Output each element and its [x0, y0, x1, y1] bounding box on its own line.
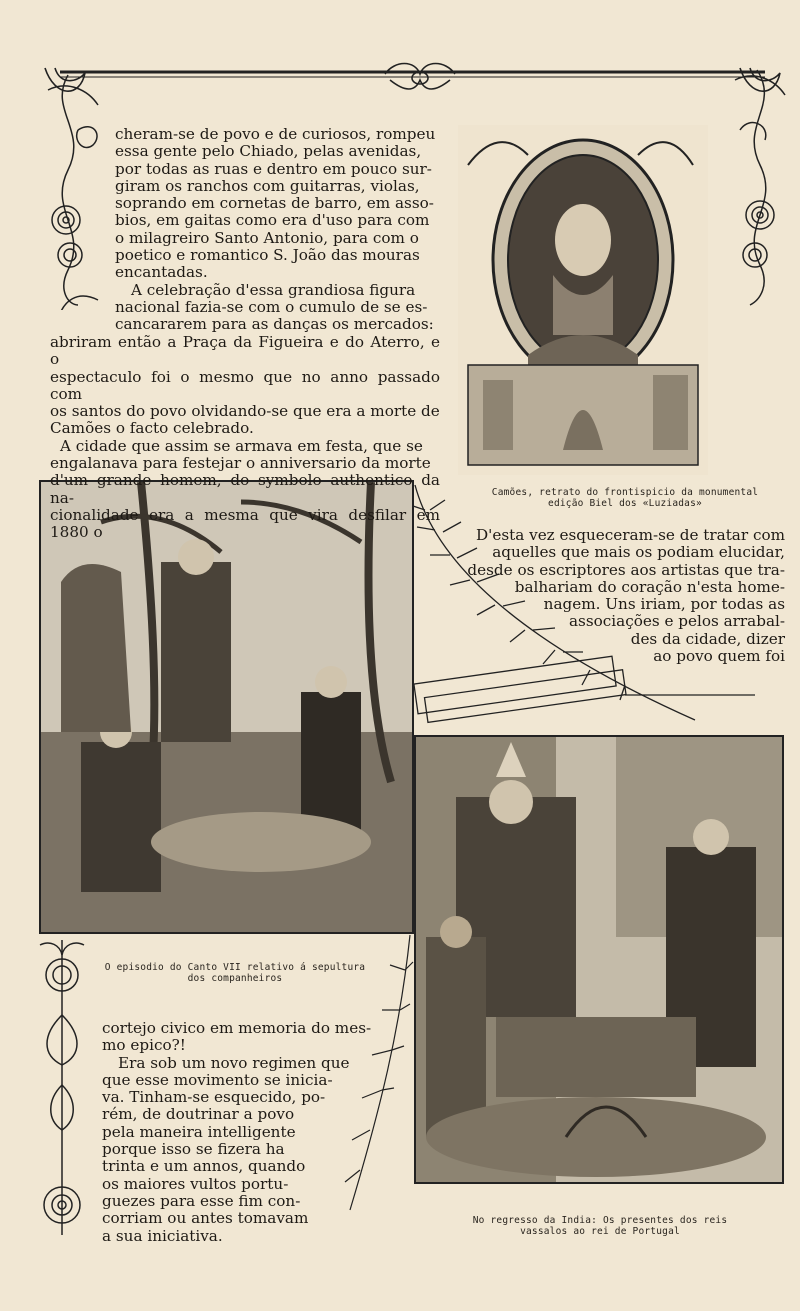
- burial-scene-illustration: [39, 480, 414, 934]
- right-floral-ornament: [725, 65, 790, 310]
- article-text-top-indented: cheram-se de povo e de curiosos, rompeu essa gente pelo Chiado, pelas avenidas, por todas as ruas e dentro em pouco sur- giram os ranchos com guitarras, violas, soprando em cornetas de barro, em asso- bios, em gaitas como era d'uso para com o milagreiro Santo Antonio, para com o poetico e romantico S. João das mouras encantadas. A celebração d'essa grandiosa figura nacional fazia-se com o cumulo de se es- cancararem para as danças os mercados:: [115, 125, 436, 334]
- article-text-right: D'esta vez esqueceram-se de tratar com aquelles que mais os podiam elucidar, desde os escriptores aos artistas que tra- balhariam do coração n'esta home- nagem. Uns iriam, por todas as associações e pelos arrabal- des da cidade, dizer ao povo quem foi: [467, 526, 785, 666]
- burial-caption: O episodio do Canto VII relativo á sepultura dos companheiros: [104, 962, 366, 984]
- camoes-portrait-illustration: [458, 125, 708, 475]
- left-floral-ornament: [38, 70, 108, 310]
- left-lower-ornament: [30, 935, 100, 1245]
- article-text-bottom: cortejo civico em memoria do mes- mo epico?! Era sob um novo regimen que que esse movimento se inicia- va. Tinham-se esquecido, po- rém, de doutrinar a povo pela maneira intelligente porque isso se fizera ha trinta e um annos, quando os maiores vultos portu- guezes para esse fim con- corriam ou antes tomavam a sua iniciativa.: [102, 1019, 372, 1245]
- india-return-illustration: [414, 735, 784, 1184]
- top-ornament-border: [40, 60, 785, 110]
- portrait-caption: Camões, retrato do frontispicio da monumental edição Biel dos «Luziadas»: [491, 487, 759, 509]
- article-text-top-full: abriram então a Praça da Figueira e do Aterro, e o espectaculo foi o mesmo que no anno passado com os santos do povo olvidando-se que era a morte de Camões o facto celebrado. A cidade que assim se armava em festa, que se engalanava para festejar o anniversario da morte d'um grande homem, do symbolo authentico da na- cionalidade era a mesma que vira desfilar em 1880 o: [50, 333, 440, 542]
- india-caption: No regresso da India: Os presentes dos reis vassalos ao rei de Portugal: [472, 1215, 728, 1237]
